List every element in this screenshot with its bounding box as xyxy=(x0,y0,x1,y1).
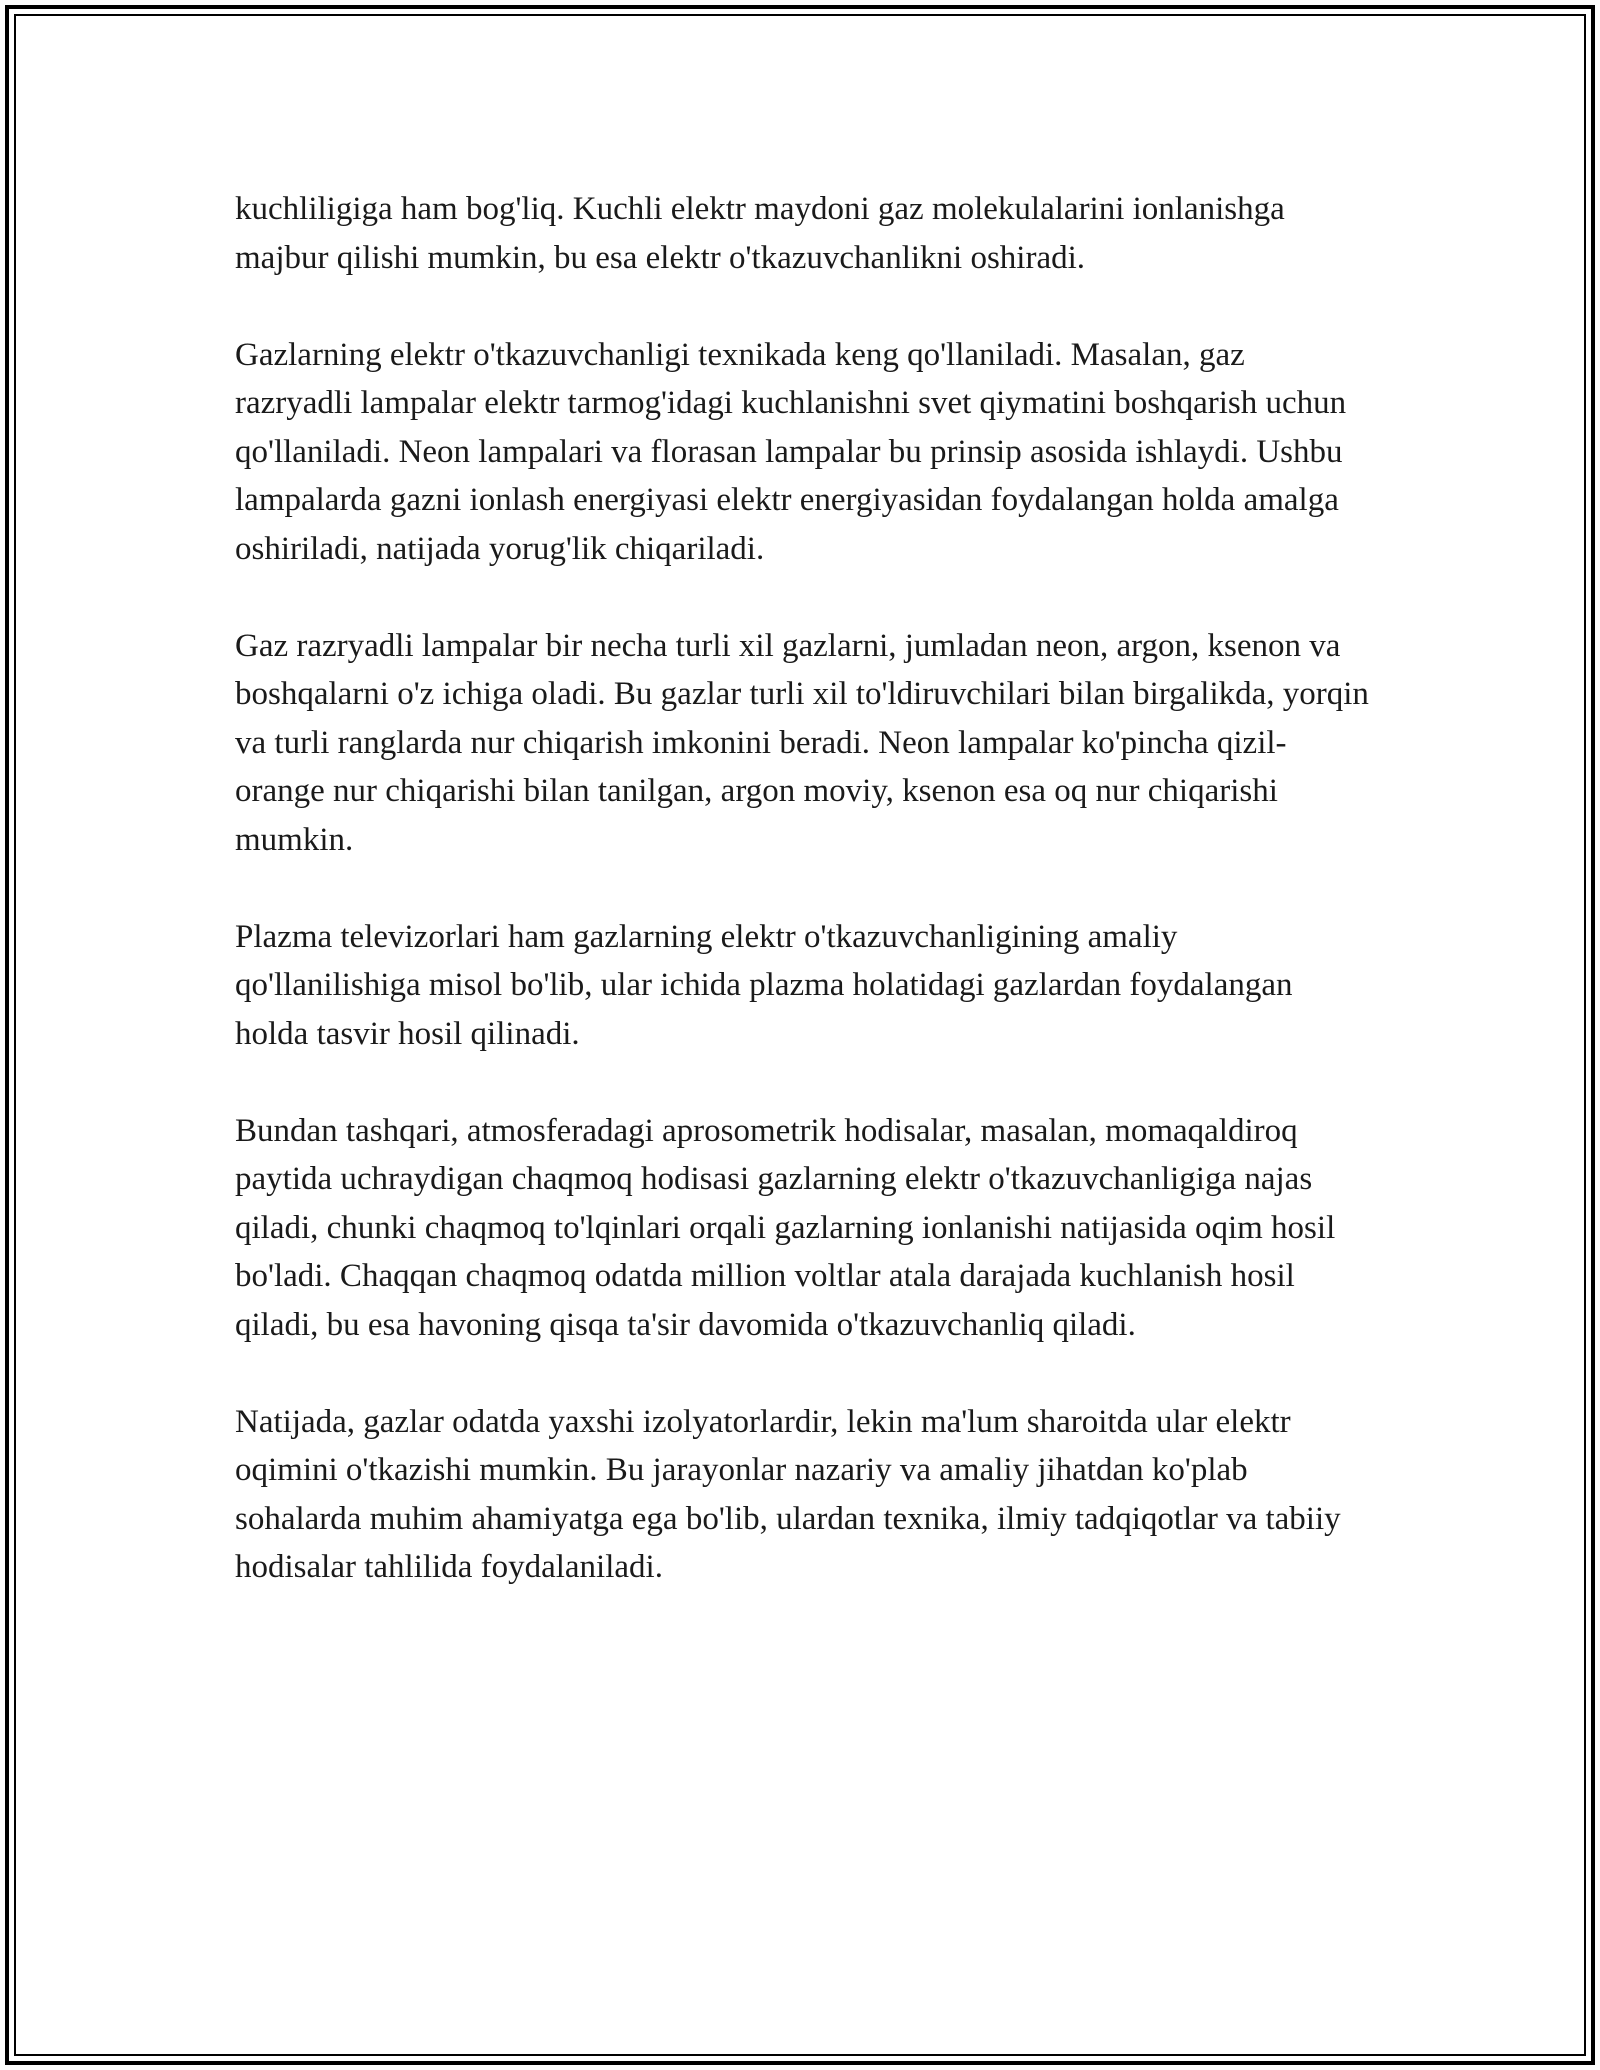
paragraph-atmospheric-lightning: Bundan tashqari, atmosferadagi aprosometrik hodisalar, masalan, momaqaldiroq paytida uchraydigan chaqmoq hodisasi gazlarning elektr o'tkazuvchanligiga najas qiladi, chunki chaqmoq to'lqinlari orqali gazlarning ionlanishi natijasida oqim hosil bo'ladi. Chaqqan chaqmoq odatda million voltlar atala darajada kuchlanish hosil qiladi, bu esa havoning qisqa ta'sir davomida o'tkazuvchanliq qiladi. xyxy=(235,1112,1336,1343)
document-body xyxy=(235,185,1370,1640)
paragraph-conclusion: Natijada, gazlar odatda yaxshi izolyatorlardir, lekin ma'lum sharoitda ular elektr oqimini o'tkazishi mumkin. Bu jarayonlar nazariy va amaliy jihatdan ko'plab sohalarda muhim ahamiyatga ega bo'lib, ulardan texnika, ilmiy tadqiqotlar va tabiiy hodisalar tahlilida foydalaniladi. xyxy=(235,1403,1341,1585)
paragraph-technical-applications: Gazlarning elektr o'tkazuvchanligi texnikada keng qo'llaniladi. Masalan, gaz razryadli lampalar elektr tarmog'idagi kuchlanishni svet qiymatini boshqarish uchun qo'llaniladi. Neon lampalari va florasan lampalar bu prinsip asosida ishlaydi. Ushbu lampalarda gazni ionlash energiyasi elektr energiyasidan foydalangan holda amalga oshiriladi, natijada yorug'lik chiqariladi. xyxy=(235,336,1347,567)
paragraph-gas-discharge-lamps: Gaz razryadli lampalar bir necha turli xil gazlarni, jumladan neon, argon, ksenon va boshqalarni o'z ichiga oladi. Bu gazlar turli xil to'ldiruvchilari bilan birgalikda, yorqin va turli ranglarda nur chiqarish imkonini beradi. Neon lampalar ko'pincha qizil-orange nur chiqarishi bilan tanilgan, argon moviy, ksenon esa oq nur chiqarishi mumkin. xyxy=(235,627,1369,858)
paragraph-field-strength: kuchliligiga ham bog'liq. Kuchli elektr maydoni gaz molekulalarini ionlanishga majbur qilishi mumkin, bu esa elektr o'tkazuvchanlikni oshiradi. xyxy=(235,191,1285,276)
paragraph-plasma-televisions: Plazma televizorlari ham gazlarning elektr o'tkazuvchanligining amaliy qo'llanilishiga misol bo'lib, ular ichida plazma holatidagi gazlardan foydalangan holda tasvir hosil qilinadi. xyxy=(235,918,1293,1052)
